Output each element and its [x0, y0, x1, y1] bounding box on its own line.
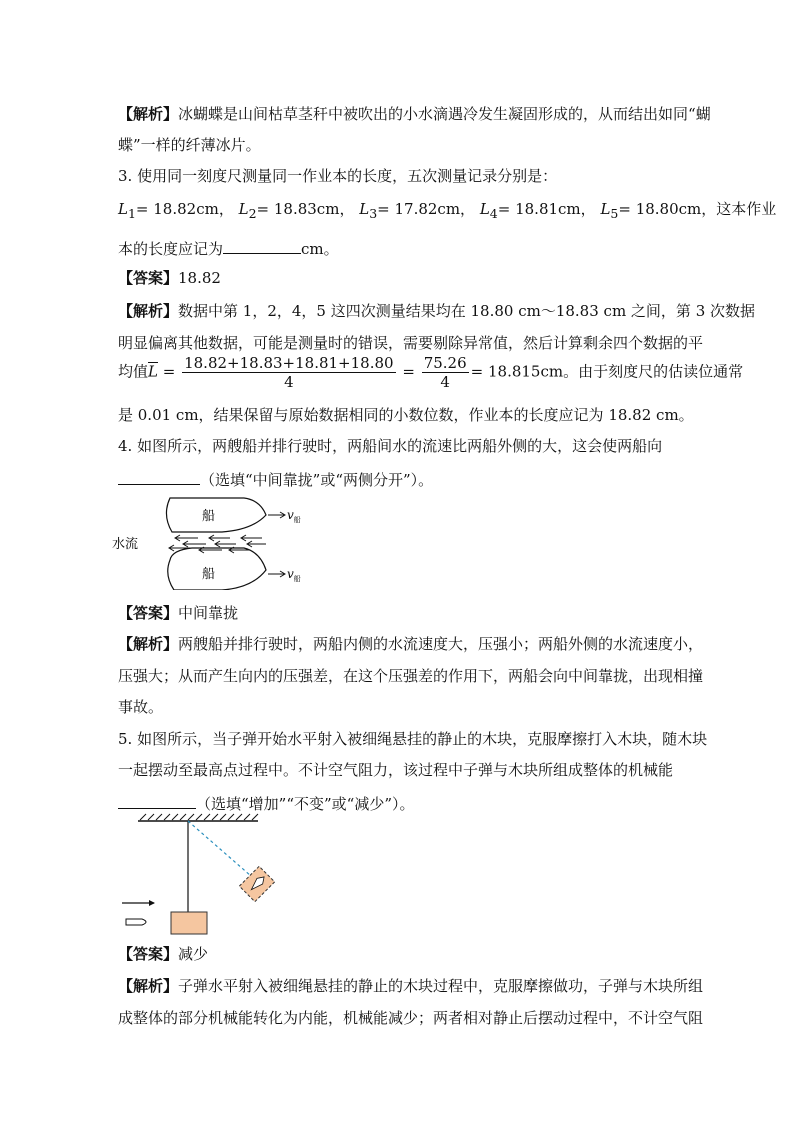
q3-question-line: 本的长度应记为 cm。 — [118, 237, 339, 259]
q4-analysis-line3: 事故。 — [118, 698, 164, 716]
answer-blank[interactable] — [118, 792, 196, 809]
q3-answer: 【答案】18.82 — [118, 269, 221, 287]
q3-analysis-line4: 是 0.01 cm，结果保留与原始数据相同的小数位数，作业本的长度应记为 18.82 cm。 — [118, 406, 694, 424]
swung-block — [239, 866, 274, 901]
upper-boat-label: 船 — [202, 509, 216, 524]
boats-figure — [112, 490, 322, 590]
lower-boat — [168, 548, 266, 590]
fraction-total: $\frac{75.26}{4}$ — [423, 354, 467, 391]
wooden-block — [171, 912, 207, 934]
bullet — [126, 919, 146, 925]
upper-velocity: $v_船$ — [287, 508, 301, 524]
lower-velocity: $v_船$ — [287, 567, 301, 583]
q4-analysis-line2: 压强大；从而产生向内的压强差，在这个压强差的作用下，两船会向中间靠拢，出现相撞 — [118, 667, 704, 685]
q4-line2: （选填“中间靠拢”或“两侧分开”）。 — [118, 468, 433, 490]
answer-blank[interactable] — [118, 468, 200, 485]
measurement-5: $L_5= 18.80cm$ — [600, 200, 702, 221]
q4-stem: 4. 如图所示，两艘船并排行驶时，两船间水的流速比两船外侧的大，这会使两船向 — [118, 437, 663, 455]
q5-line2: 一起摆动至最高点过程中。不计空气阻力，该过程中子弹与木块所组成整体的机械能 — [118, 761, 674, 779]
q4-analysis-line1: 【解析】两艘船并排行驶时，两船内侧的水流速度大，压强小；两船外侧的水流速度小， — [118, 635, 704, 653]
fraction-sum: $\frac{18.82+18.83+18.81+18.80}{4}$ — [184, 354, 394, 391]
q3-analysis-line2: 明显偏离其他数据，可能是测量时的错误，需要剔除异常值，然后计算剩余四个数据的平 — [118, 334, 704, 352]
q3-measurements: $L_1= 18.82cm$， $L_2= 18.83cm$， $L_3= 17.82cm$， $L_4= 18.81cm$， $L_5= 18.80cm$，这本作业 — [118, 200, 777, 221]
q3-average-formula: 均值$\overline{L}$ = $\frac{18.82+18.83+18.81+18.80}{4}$ = $\frac{75.26}{4}$ = 18.815cm。由于刻度尺的估读位通常 — [118, 354, 744, 391]
measurement-4: $L_4= 18.81cm$ — [479, 200, 581, 221]
q3-stem: 3. 使用同一刻度尺测量同一作业本的长度，五次测量记录分别是： — [118, 167, 558, 185]
q3-analysis-line1: 【解析】数据中第 1，2，4，5 这四次测量结果均在 18.80 cm～18.83 cm 之间，第 3 次数据 — [118, 302, 756, 320]
q2-analysis-line2: 蝶”一样的纤薄冰片。 — [118, 136, 261, 154]
pendulum-figure — [118, 812, 288, 940]
q5-answer: 【答案】减少 — [118, 945, 209, 963]
lower-boat-label: 船 — [202, 567, 216, 582]
q5-analysis-line1: 【解析】子弹水平射入被细绳悬挂的静止的木块过程中，克服摩擦做功，子弹与木块所组 — [118, 977, 704, 995]
q5-line3: （选填“增加”“不变”或“减少”）。 — [118, 792, 415, 814]
analysis-label: 【解析】 — [118, 105, 179, 123]
upper-boat — [166, 498, 266, 532]
measurement-2: $L_2= 18.83cm$ — [238, 200, 340, 221]
answer-blank[interactable] — [223, 237, 301, 254]
q5-stem: 5. 如图所示，当子弹开始水平射入被细绳悬挂的静止的木块，克服摩擦打入木块，随木块 — [118, 730, 708, 748]
q2-analysis-line1: 【解析】冰蝴蝶是山间枯草茎秆中被吹出的小水滴遇冷发生凝固形成的，从而结出如同“蝴 — [118, 105, 711, 123]
q4-answer: 【答案】中间靠拢 — [118, 604, 239, 622]
q5-analysis-line2: 成整体的部分机械能转化为内能，机械能减少；两者相对静止后摆动过程中，不计空气阻 — [118, 1009, 704, 1027]
swung-string — [188, 821, 251, 876]
measurement-1: $L_1= 18.82cm$ — [118, 200, 219, 221]
measurement-3: $L_3= 17.82cm$ — [359, 200, 461, 221]
water-flow-label: 水流 — [112, 537, 139, 552]
